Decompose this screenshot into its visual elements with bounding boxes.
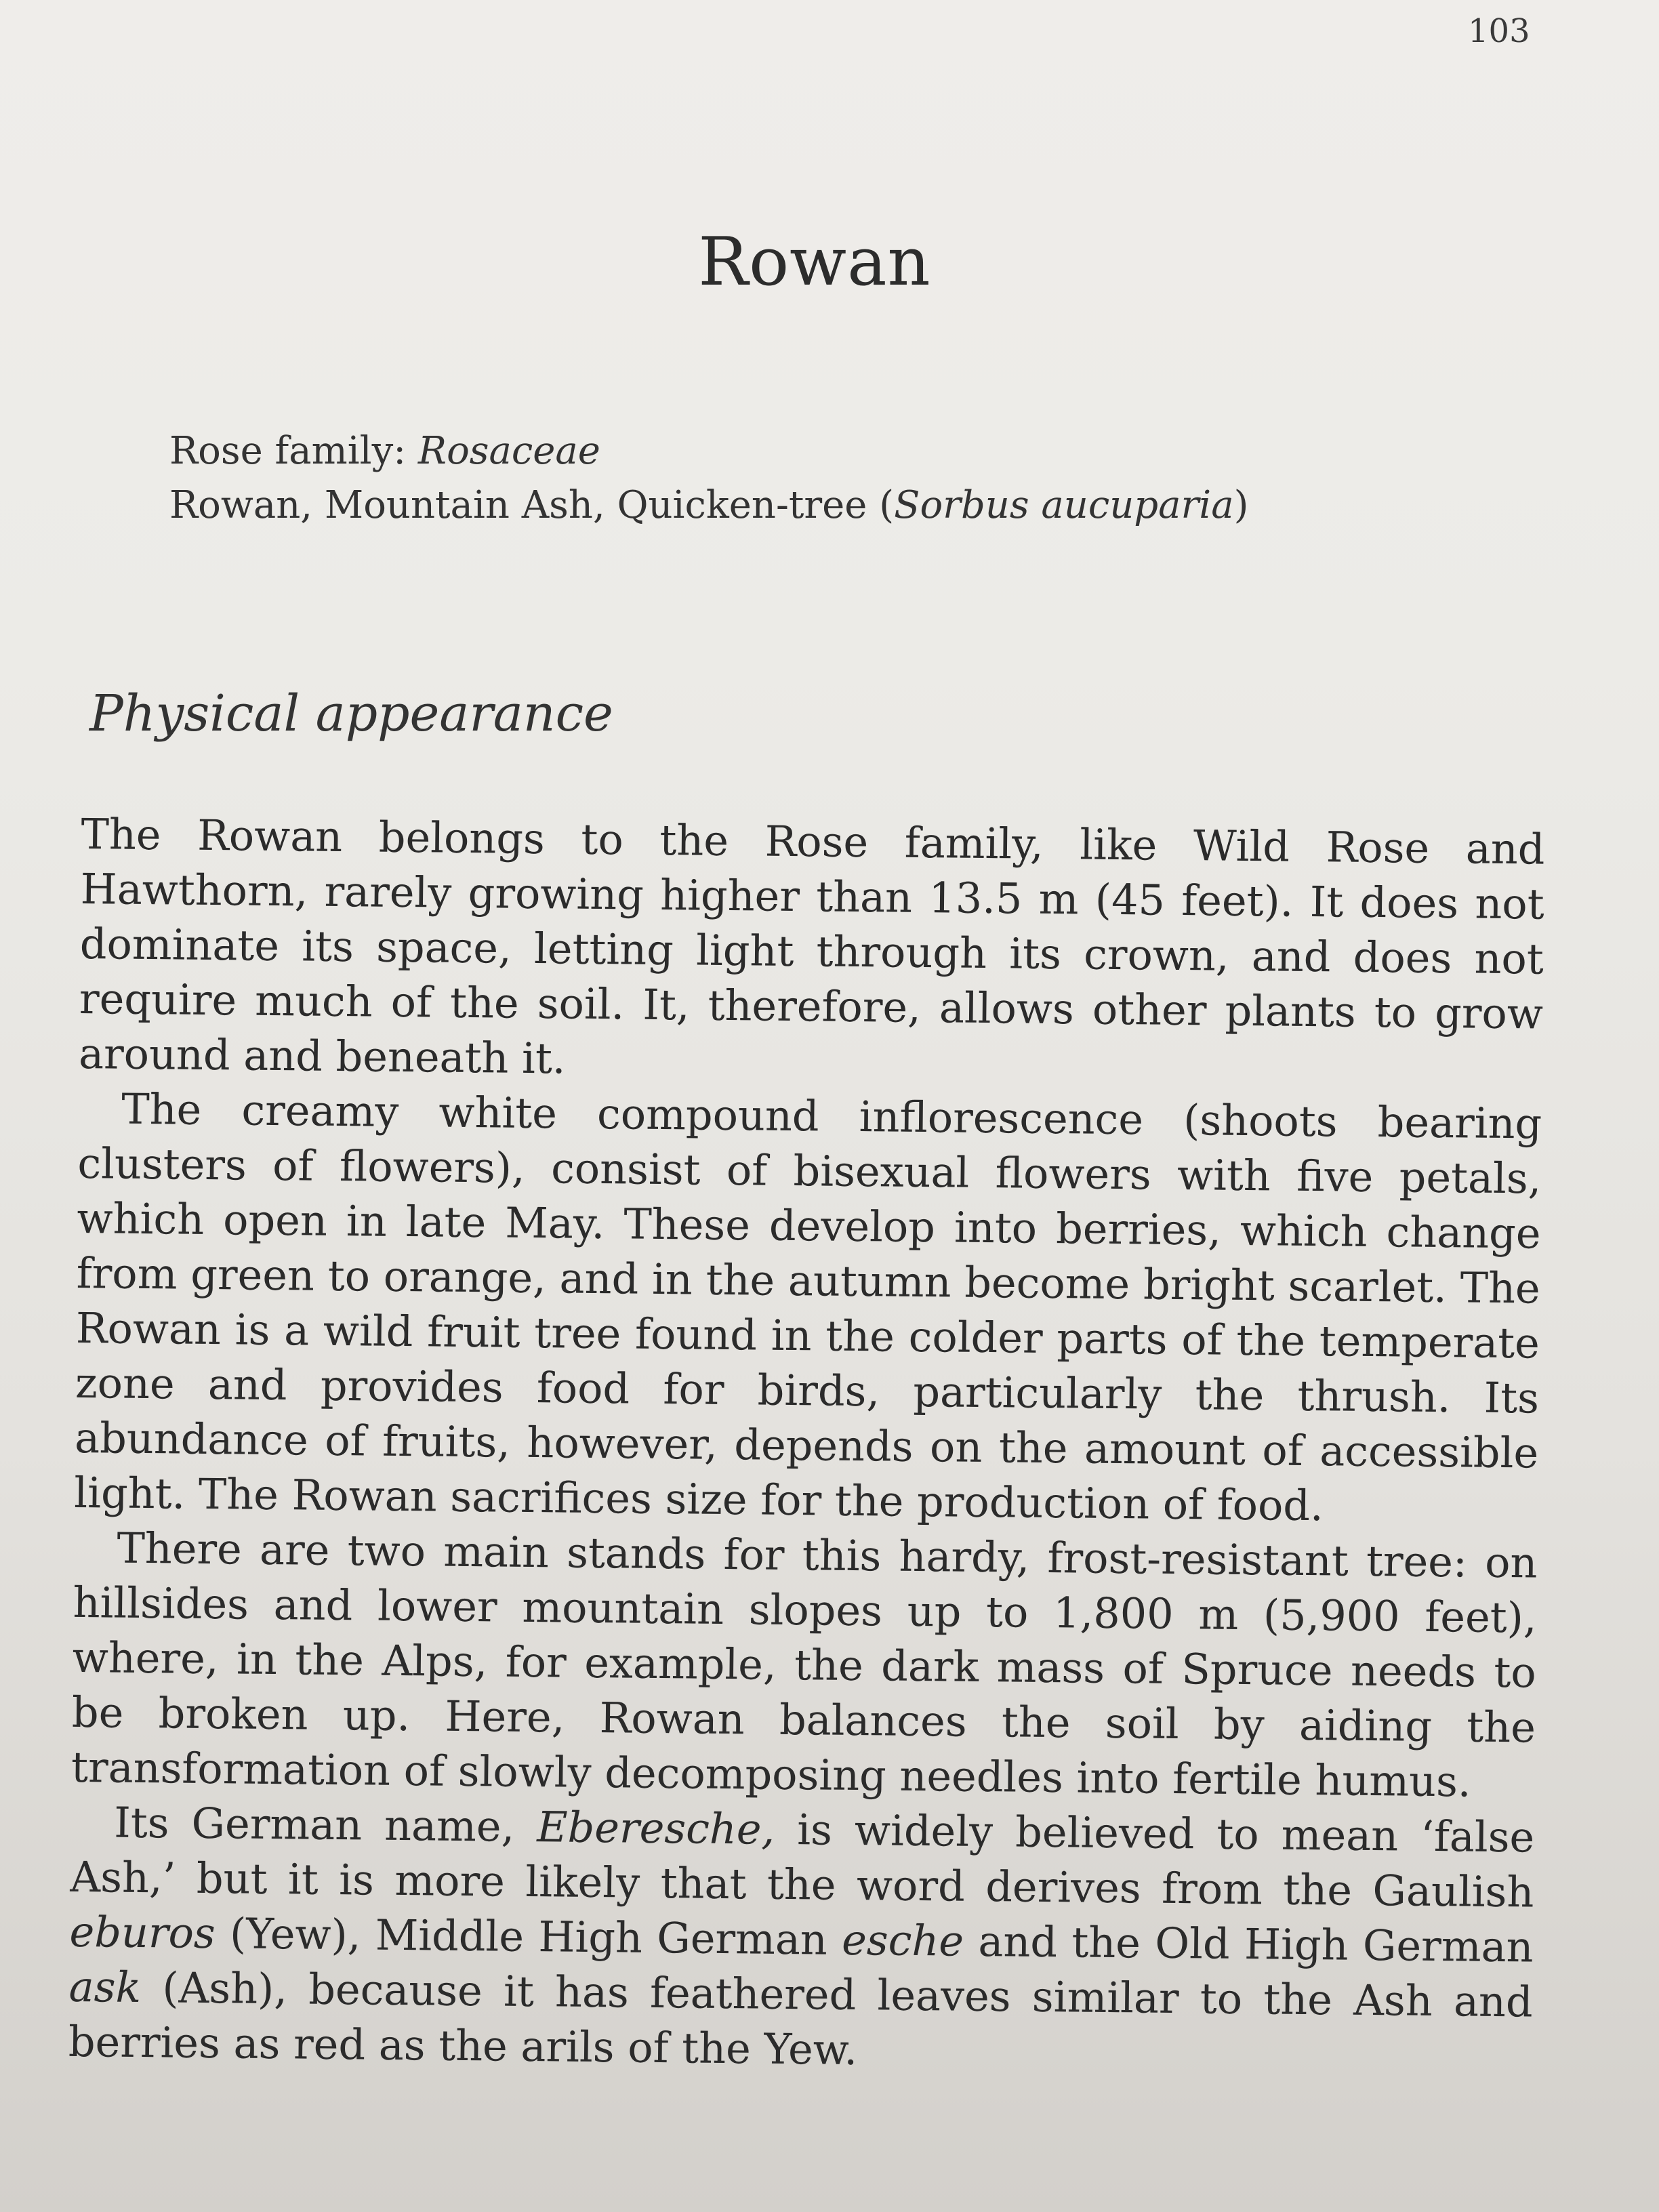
section-heading: Physical appearance [89,684,613,743]
p4-text-1: Its German name, [113,1797,537,1852]
species-latin-name: Sorbus aucuparia [894,483,1234,527]
classification-block [169,424,1322,533]
p4-text-4: and the Old High German [963,1916,1534,1972]
names-closing-paren: ) [1233,483,1249,527]
family-line [169,424,1322,478]
p4-italic-ask: ask [68,1961,142,2013]
p4-text-3: (Yew), Middle High German [215,1908,842,1965]
family-latin-name: Rosaceae [417,429,600,473]
body-text [68,806,1544,2085]
p4-italic-eburos: eburos [69,1906,216,1959]
common-names: Rowan, Mountain Ash, Quicken-tree ( [169,483,895,527]
p4-italic-esche: esche [841,1914,964,1966]
paragraph-1: The Rowan belongs to the Rose family, like Wild Rose and Hawthorn, rarely growing higher than 13.5 m (45 feet). It does not dominate its space, letting light through its crown, and does not require much of the soil. It, therefore, allows other plants to grow around and beneath it. [78,808,1545,1084]
paragraph-2: The creamy white compound inflorescence (shoots bearing clusters of flowers), consist of bisexual flowers with five petals, which open in late May. These develop into berries, which change from green to orange, and in the autumn become bright scarlet. The Rowan is a wild fruit tree found in the colder parts of the temperate zone and provides food for birds, particularly the thrush. Its abundance of fruits, however, depends on the amount of accessible light. The Rowan sacrifices size for the production of food. [74,1084,1542,1531]
p4-text-2: is widely believed to mean ‘false Ash,’ but it is more likely that the word derives from the Gaulish [70,1804,1535,1917]
chapter-title: Rowan [698,224,931,301]
p4-italic-eberesche: Eberesche, [537,1802,775,1854]
page-number: 103 [1468,12,1530,50]
paragraph-4 [68,1795,1534,2085]
common-names-line [169,478,1322,533]
family-prefix: Rose family: [169,429,418,473]
paragraph-3: There are two main stands for this hardy, frost-resistant tree: on hillsides and lower mountain slopes up to 1,800 m (5,900 feet), where, in the Alps, for example, the dark mass of Spruce needs to be broken up. Here, Rowan balances the soil by aiding the transformation of slowly decomposing needles into fertile humus. [70,1523,1538,1807]
p4-text-5: (Ash), because it has feathered leaves similar to the Ash and berries as red as the arils of the Yew. [68,1963,1534,2075]
